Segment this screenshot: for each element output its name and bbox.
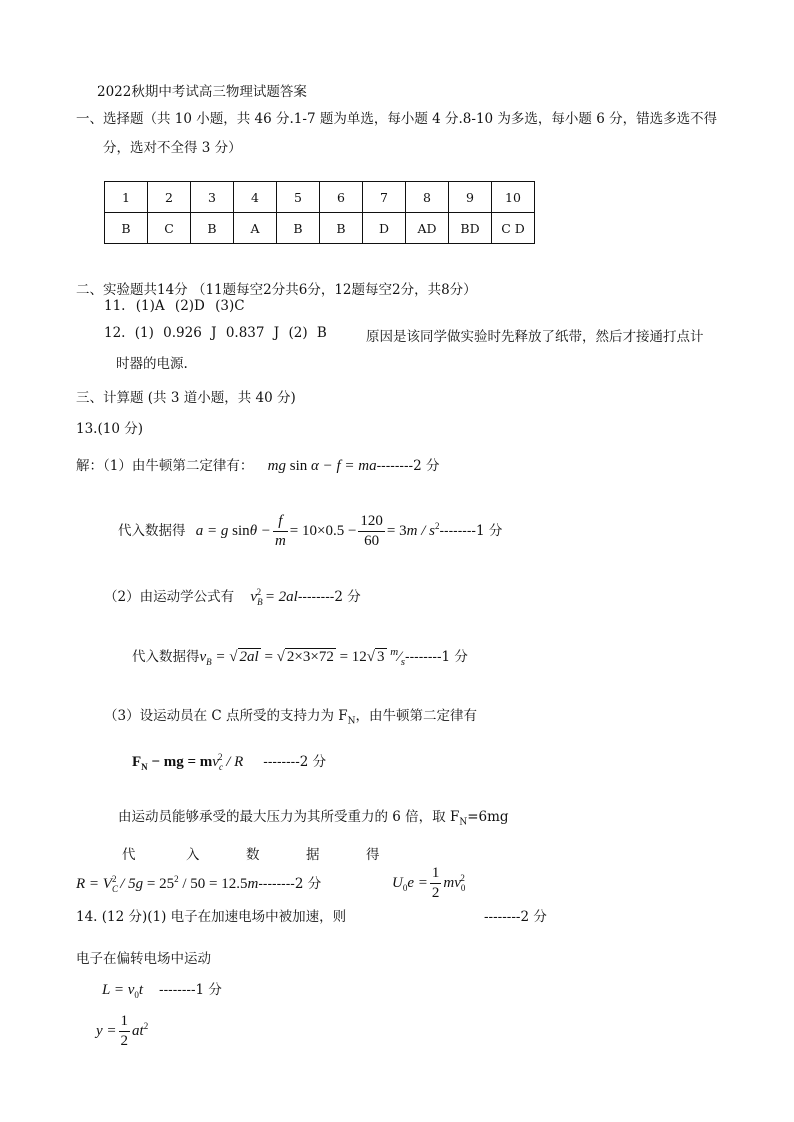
q13-step-6 xyxy=(132,750,326,772)
section-3-heading: 三、计算题 (共 3 道小题，共 40 分) xyxy=(76,390,296,406)
q14-step-1 xyxy=(102,978,222,1000)
q13-step-4-lead: 代入数据得 xyxy=(132,649,200,665)
spaced-char: 入 xyxy=(186,847,200,863)
table-cell: B xyxy=(320,213,363,244)
q12-reason: 原因是该同学做实验时先释放了纸带，然后才接通打点计 xyxy=(366,329,704,345)
score-mark: --------2 分 xyxy=(376,458,440,474)
q13-step-9 xyxy=(76,872,321,894)
score-mark: --------1 分 xyxy=(405,649,468,665)
score-mark: --------2 分 xyxy=(258,876,322,892)
formula-electron-energy: $U_0e$ = $\frac{1}{2}$ $mv_0^2$ xyxy=(392,865,466,901)
score-mark: --------1 分 xyxy=(439,522,503,539)
table-cell: 4 xyxy=(234,182,277,213)
score-mark: --------2 分 xyxy=(263,754,327,770)
q12-answer: 12. (1) 0.926 J 0.837 J (2) B xyxy=(104,325,327,341)
q13-step-7 xyxy=(118,805,509,828)
q12-reason-cont: 时器的电源. xyxy=(116,356,188,372)
table-cell: 7 xyxy=(363,182,406,213)
table-cell: 5 xyxy=(277,182,320,213)
q13-step-1-lead: 解：（1）由牛顿第二定律有： xyxy=(76,458,254,474)
q13-step-7-lead: 由运动员能够承受的最大压力为其所受重力的 6 倍，取 F xyxy=(118,809,460,825)
formula-displacement: y = $\frac{1}{2}$ $at^2$ xyxy=(96,1013,149,1049)
formula-radius: $R = V_C^2 / 5g = 25^2 / 50 = 12.5m$ xyxy=(76,874,259,894)
score-mark: --------1 分 xyxy=(159,982,222,998)
table-cell: D xyxy=(363,213,406,244)
table-cell: 10 xyxy=(492,182,535,213)
table-cell: B xyxy=(191,213,234,244)
score-mark: --------2 分 xyxy=(297,589,361,605)
q13-step-7-tail: =6mg xyxy=(467,809,509,825)
q14-deflection-heading: 电子在偏转电场中运动 xyxy=(76,951,211,967)
spaced-char: 得 xyxy=(366,847,380,863)
q13-step-4 xyxy=(132,645,468,668)
subscript: N xyxy=(347,716,356,727)
q13-heading: 13.(10 分) xyxy=(76,421,143,437)
table-cell: BD xyxy=(449,213,492,244)
table-cell: C D xyxy=(492,213,535,244)
table-cell: A xyxy=(234,213,277,244)
q13-step-5-lead: （3）设运动员在 C 点所受的支持力为 F xyxy=(104,708,348,724)
section-1-heading: 一、选择题（共 10 小题，共 46 分.1-7 题为单选，每小题 4 分.8-10 为多选，每小题 6 分，错选多选不得 xyxy=(76,111,718,127)
table-cell: 6 xyxy=(320,182,363,213)
answer-table xyxy=(104,181,535,244)
score-mark: --------2 分 xyxy=(484,909,547,925)
q13-step-3 xyxy=(104,585,361,607)
formula-centripetal: $F_N$ − mg = $mv_c^2$ / R xyxy=(132,752,244,772)
q11-answer: 11. (1)A (2)D (3)C xyxy=(104,298,245,314)
table-cell: AD xyxy=(406,213,449,244)
table-row-answers xyxy=(105,213,535,244)
spaced-char: 据 xyxy=(306,847,320,863)
table-cell: 1 xyxy=(105,182,148,213)
q14-step-2 xyxy=(96,1014,148,1049)
formula-kinematics: $v_B^2 = 2al$ xyxy=(250,587,298,607)
table-row-numbers xyxy=(105,182,535,213)
q13-step-5 xyxy=(104,704,477,727)
q14-heading: 14. (12 分)(1) 电子在加速电场中被加速，则 xyxy=(76,909,347,925)
formula-newton-second-law: mg sin α − f = ma xyxy=(267,458,377,474)
section-2-heading: 二、实验题共14分 （11题每空2分共6分，12题每空2分，共8分） xyxy=(76,282,477,298)
q13-step-3-lead: （2）由运动学公式有 xyxy=(104,589,235,605)
table-cell: B xyxy=(277,213,320,244)
spaced-char: 数 xyxy=(246,847,260,863)
page-title: 2022秋期中考试高三物理试题答案 xyxy=(97,84,307,100)
table-cell: 8 xyxy=(406,182,449,213)
q13-step-5-tail: ，由牛顿第二定律有 xyxy=(355,708,478,724)
table-cell: C xyxy=(148,213,191,244)
subscript: N xyxy=(459,817,468,828)
q13-step-1 xyxy=(76,454,440,475)
table-cell: 9 xyxy=(449,182,492,213)
q13-step-2-lead: 代入数据得 xyxy=(118,522,186,539)
q13-step-2 xyxy=(118,514,502,549)
formula-velocity: $v_B$ = √ 2al = √ 2×3×72 = 12√ 3 $^m⁄_s$ xyxy=(199,646,406,668)
formula-length: $L = v_0t$ xyxy=(102,982,144,1000)
table-cell: B xyxy=(105,213,148,244)
section-1-note: 分，选对不全得 3 分） xyxy=(103,140,242,156)
formula-acceleration: a = g sinθ − $\frac{f}{m}$ = 10×0.5 − $\frac{120}{60}$ = $3m / s^2$ xyxy=(195,513,440,549)
table-cell: 3 xyxy=(191,182,234,213)
table-cell: 2 xyxy=(148,182,191,213)
spaced-char: 代 xyxy=(122,847,136,863)
